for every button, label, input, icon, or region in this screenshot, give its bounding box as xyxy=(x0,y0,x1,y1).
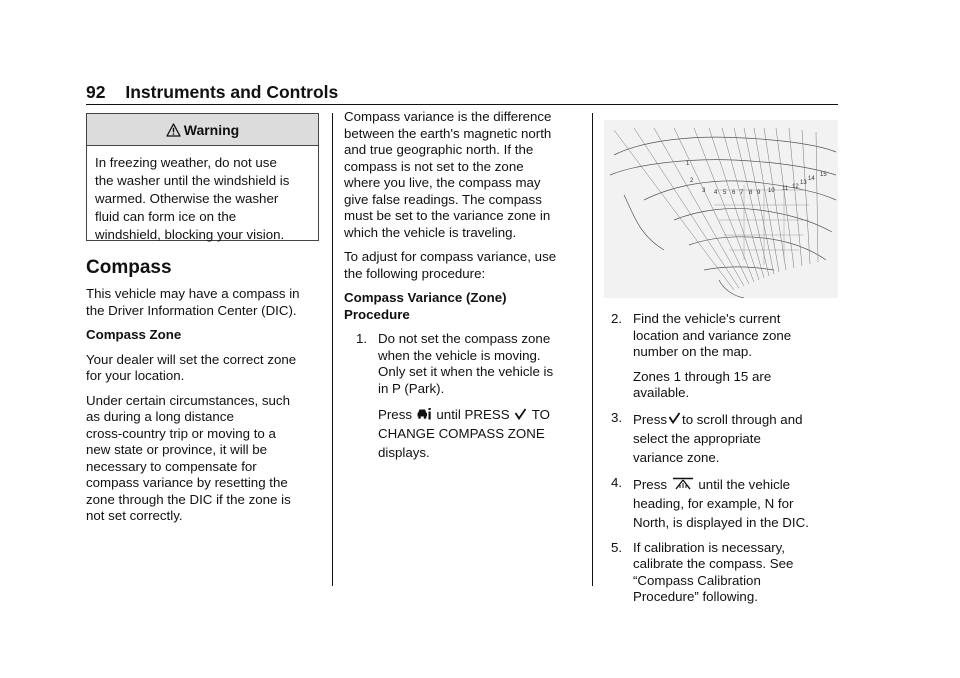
page-title: Instruments and Controls xyxy=(125,82,339,102)
zone-label: 3 xyxy=(702,188,706,194)
middle-column-text xyxy=(344,109,588,462)
warning-line: In freezing weather, do not use xyxy=(95,155,277,170)
compass-zone-paragraph-1: Your dealer will set the correct zone for your location. xyxy=(86,351,297,383)
zone-label: 13 xyxy=(800,180,807,186)
step-2: 2. Find the vehicle's current location and variance zone number on the map. Zones 1 through 15 are available. xyxy=(611,311,792,400)
page-header xyxy=(86,82,338,103)
zone-label: 7 xyxy=(740,190,744,196)
zone-label: 9 xyxy=(757,190,761,196)
zone-label: 10 xyxy=(768,188,775,194)
zone-label: 1 xyxy=(686,161,690,167)
zone-label: 2 xyxy=(690,178,694,184)
warning-box xyxy=(86,113,319,241)
procedure-heading: Compass Variance (Zone) Procedure xyxy=(344,290,507,322)
column-divider-2 xyxy=(592,113,593,586)
column-divider-1 xyxy=(332,113,333,586)
step-5: 5. If calibration is necessary, calibrate the compass. See “Compass Calibration Procedure” following. xyxy=(611,539,794,604)
zone-label: 4 xyxy=(714,190,718,196)
zone-label: 14 xyxy=(808,176,815,182)
warning-text xyxy=(87,146,318,244)
section-heading-compass: Compass xyxy=(86,257,172,278)
warning-line: the washer until the windshield is xyxy=(95,173,290,188)
warning-header xyxy=(87,114,318,146)
zone-label: 15 xyxy=(820,172,827,178)
zone-label: 5 xyxy=(723,190,727,196)
compass-variance-zone-map xyxy=(604,120,838,298)
warning-triangle-icon xyxy=(166,123,181,137)
warning-title: Warning xyxy=(183,122,240,138)
step-3: 3. Press to scroll through and select the appropriate variance zone. xyxy=(611,409,803,465)
step-1: 1. Do not set the compass zone when the vehicle is moving. Only set it when the vehicle is in P (Park). Press until PRESS TO CHANGE COMPASS ZONE displays. xyxy=(356,331,554,460)
checkmark-icon xyxy=(514,408,527,420)
adjust-paragraph: To adjust for compass variance, use the following procedure: xyxy=(344,249,557,281)
page-number: 92 xyxy=(86,82,106,102)
zone-label: 8 xyxy=(749,190,753,196)
header-rule xyxy=(86,104,838,105)
zone-label: 6 xyxy=(732,190,736,196)
right-column-text xyxy=(611,311,841,606)
zone-label: 12 xyxy=(792,184,799,190)
step-4: 4. Press until the vehicle heading, for example, N for North, is displayed in the DIC. xyxy=(611,474,809,530)
zone-label: 11 xyxy=(782,186,789,192)
checkmark-icon xyxy=(668,412,681,424)
warning-line: windshield, blocking your vision. xyxy=(95,227,285,242)
warning-line: warmed. Otherwise the washer xyxy=(95,191,279,206)
warning-line: fluid can form ice on the xyxy=(95,209,237,224)
compass-zone-paragraph-2: Under certain circumstances, such as during a long distance cross-country trip or moving to a new state or province, it will be necessary to compensate for compass variance by resetting the zone through the DIC if the zone is not set correctly. xyxy=(86,392,291,523)
vehicle-info-icon xyxy=(417,407,432,421)
compass-zone-heading: Compass Zone xyxy=(86,327,182,342)
left-column-text xyxy=(86,286,326,533)
thumbwheel-icon xyxy=(672,477,694,490)
compass-intro: This vehicle may have a compass in the Driver Information Center (DIC). xyxy=(86,286,300,318)
variance-paragraph: Compass variance is the difference between the earth's magnetic north and true geographic north. If the compass is not set to the zone where you live, the compass may give false readings. The compass must be set to the variance zone in which the vehicle is traveling. xyxy=(344,109,552,240)
